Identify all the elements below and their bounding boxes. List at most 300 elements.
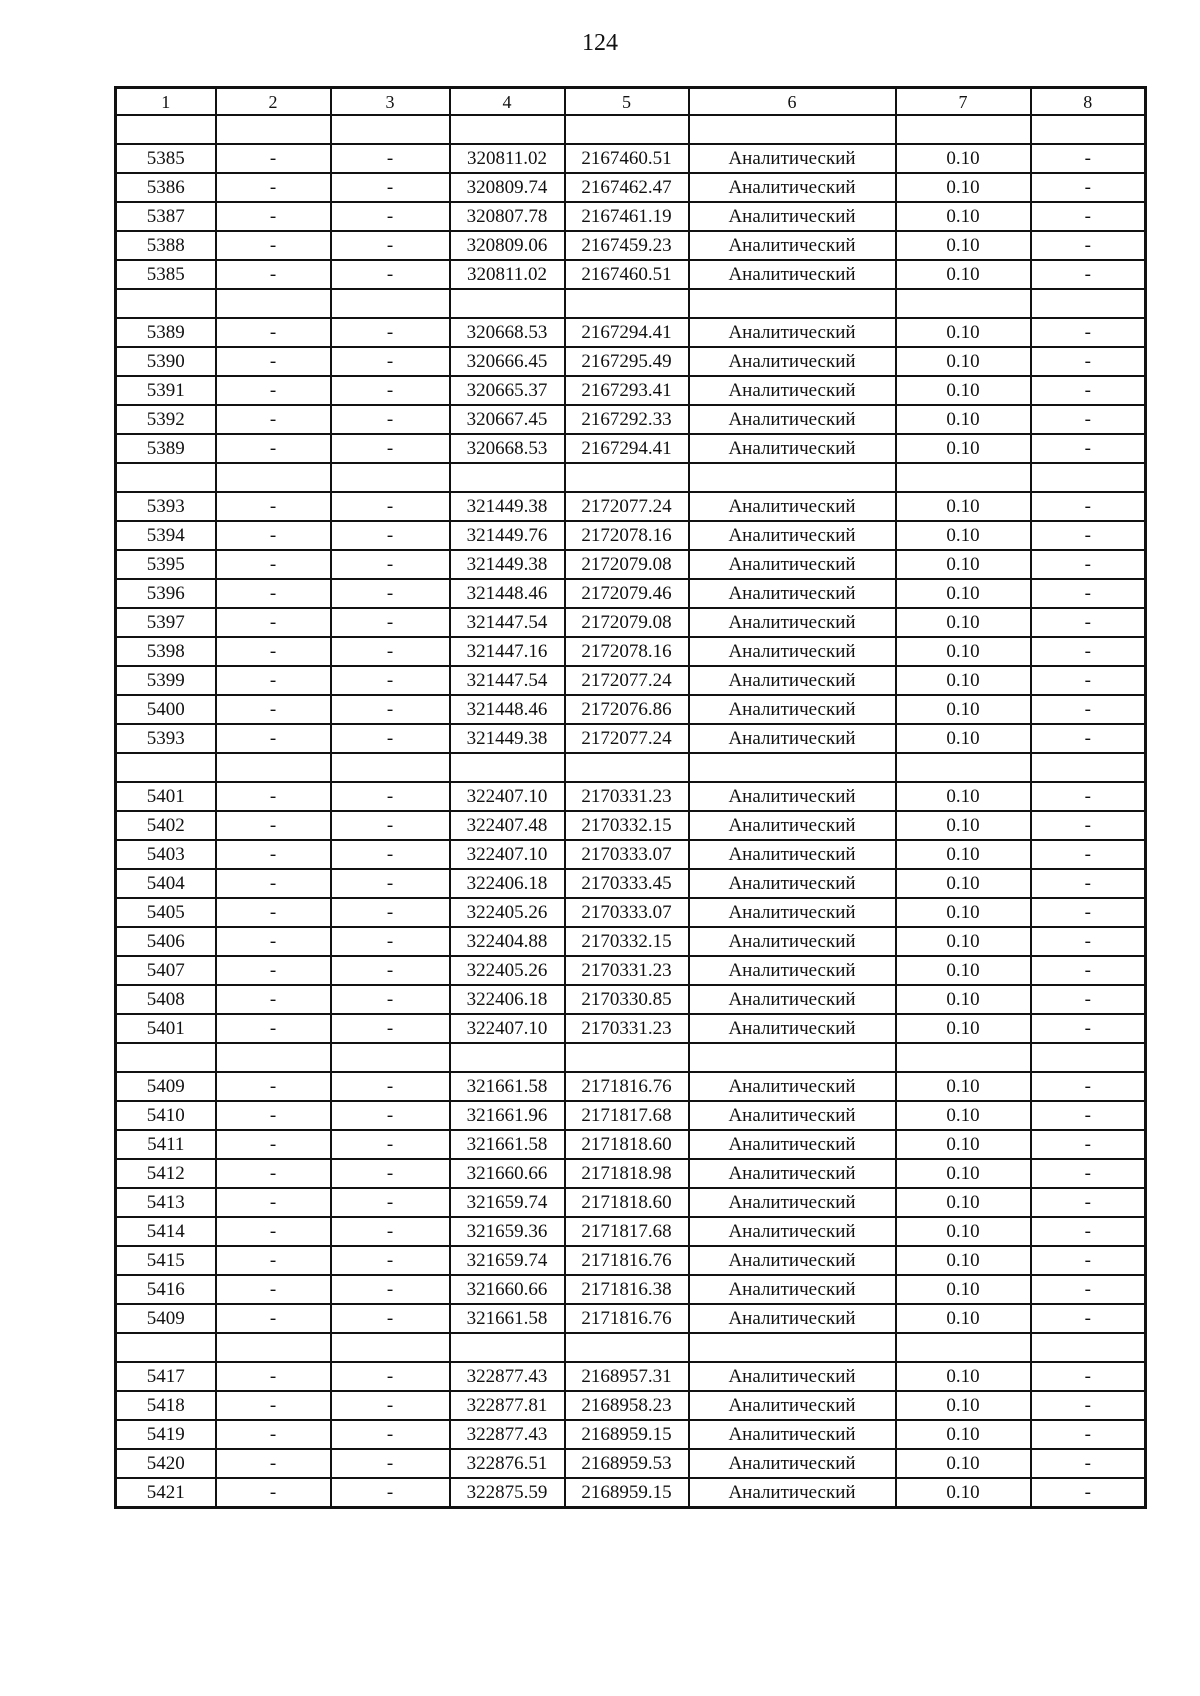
point-number-cell: 5415 (116, 1246, 216, 1275)
method-cell: Аналитический (689, 492, 896, 521)
x-coordinate-cell: 321447.54 (450, 608, 565, 637)
col-3-cell: - (331, 724, 450, 753)
method-cell: Аналитический (689, 869, 896, 898)
x-coordinate-cell: 322875.59 (450, 1478, 565, 1508)
col-2-cell: - (216, 492, 331, 521)
col-8-cell (1031, 1333, 1146, 1362)
y-coordinate-cell: 2167292.33 (565, 405, 689, 434)
col-2-cell: - (216, 956, 331, 985)
accuracy-cell: 0.10 (896, 1130, 1031, 1159)
point-number-cell: 5390 (116, 347, 216, 376)
table-row (116, 869, 1146, 898)
table-row (116, 492, 1146, 521)
col-3-cell: - (331, 1420, 450, 1449)
x-coordinate-cell: 322876.51 (450, 1449, 565, 1478)
col-3-cell: - (331, 782, 450, 811)
col-8-cell: - (1031, 1159, 1146, 1188)
table-row (116, 1072, 1146, 1101)
x-coordinate-cell: 322877.43 (450, 1362, 565, 1391)
col-3-cell: - (331, 318, 450, 347)
col-3-cell: - (331, 1130, 450, 1159)
table-row (116, 1101, 1146, 1130)
col-8-cell: - (1031, 492, 1146, 521)
col-8-cell: - (1031, 318, 1146, 347)
coordinates-table (114, 86, 1147, 1509)
x-coordinate-cell: 322406.18 (450, 985, 565, 1014)
x-coordinate-cell (450, 1333, 565, 1362)
col-2-cell: - (216, 1130, 331, 1159)
y-coordinate-cell: 2167460.51 (565, 144, 689, 173)
table-body (116, 88, 1146, 1508)
accuracy-cell: 0.10 (896, 202, 1031, 231)
col-8-cell: - (1031, 405, 1146, 434)
table-row (116, 811, 1146, 840)
accuracy-cell (896, 463, 1031, 492)
y-coordinate-cell: 2171818.60 (565, 1188, 689, 1217)
col-3-cell (331, 463, 450, 492)
accuracy-cell: 0.10 (896, 434, 1031, 463)
col-8-cell: - (1031, 1101, 1146, 1130)
col-8-cell: - (1031, 1130, 1146, 1159)
col-2-cell (216, 753, 331, 782)
y-coordinate-cell: 2170333.07 (565, 898, 689, 927)
col-2-cell: - (216, 376, 331, 405)
table-row (116, 985, 1146, 1014)
accuracy-cell (896, 1043, 1031, 1072)
method-cell: Аналитический (689, 637, 896, 666)
x-coordinate-cell: 320665.37 (450, 376, 565, 405)
x-coordinate-cell: 320809.74 (450, 173, 565, 202)
method-cell: Аналитический (689, 608, 896, 637)
col-8-cell: - (1031, 550, 1146, 579)
col-8-cell: - (1031, 840, 1146, 869)
accuracy-cell: 0.10 (896, 1217, 1031, 1246)
col-2-cell (216, 1043, 331, 1072)
col-8-cell: - (1031, 637, 1146, 666)
method-cell: Аналитический (689, 521, 896, 550)
method-cell (689, 289, 896, 318)
accuracy-cell: 0.10 (896, 1478, 1031, 1508)
col-2-cell: - (216, 173, 331, 202)
accuracy-cell: 0.10 (896, 608, 1031, 637)
point-number-cell: 5396 (116, 579, 216, 608)
col-3-cell: - (331, 811, 450, 840)
table-row (116, 695, 1146, 724)
col-2-cell: - (216, 608, 331, 637)
col-8-cell: - (1031, 1478, 1146, 1508)
x-coordinate-cell: 322404.88 (450, 927, 565, 956)
col-3-cell: - (331, 1275, 450, 1304)
separator-row (116, 289, 1146, 318)
table-row (116, 231, 1146, 260)
col-8-cell: - (1031, 898, 1146, 927)
y-coordinate-cell: 2171816.76 (565, 1304, 689, 1333)
accuracy-cell: 0.10 (896, 521, 1031, 550)
x-coordinate-cell: 321661.58 (450, 1072, 565, 1101)
accuracy-cell: 0.10 (896, 1101, 1031, 1130)
table-row (116, 376, 1146, 405)
point-number-cell (116, 115, 216, 144)
method-cell: Аналитический (689, 782, 896, 811)
col-2-cell (216, 1333, 331, 1362)
col-3-cell: - (331, 608, 450, 637)
col-8-cell: - (1031, 1072, 1146, 1101)
point-number-cell: 5420 (116, 1449, 216, 1478)
method-cell (689, 1333, 896, 1362)
accuracy-cell: 0.10 (896, 1449, 1031, 1478)
col-2-cell (216, 289, 331, 318)
point-number-cell: 5416 (116, 1275, 216, 1304)
point-number-cell: 5393 (116, 724, 216, 753)
col-2-cell: - (216, 695, 331, 724)
accuracy-cell: 0.10 (896, 985, 1031, 1014)
col-3-cell (331, 753, 450, 782)
y-coordinate-cell: 2170331.23 (565, 956, 689, 985)
col-8-cell: - (1031, 202, 1146, 231)
column-header-7: 7 (896, 88, 1031, 116)
y-coordinate-cell: 2171816.76 (565, 1246, 689, 1275)
col-3-cell: - (331, 1304, 450, 1333)
method-cell: Аналитический (689, 898, 896, 927)
table-row (116, 1420, 1146, 1449)
col-3-cell: - (331, 1072, 450, 1101)
table-row (116, 956, 1146, 985)
col-8-cell: - (1031, 1217, 1146, 1246)
x-coordinate-cell (450, 289, 565, 318)
table-row (116, 840, 1146, 869)
x-coordinate-cell: 321448.46 (450, 579, 565, 608)
point-number-cell: 5395 (116, 550, 216, 579)
col-2-cell: - (216, 1159, 331, 1188)
x-coordinate-cell: 322877.81 (450, 1391, 565, 1420)
col-8-cell: - (1031, 144, 1146, 173)
col-2-cell: - (216, 898, 331, 927)
col-8-cell (1031, 753, 1146, 782)
x-coordinate-cell: 322406.18 (450, 869, 565, 898)
table-row (116, 608, 1146, 637)
y-coordinate-cell (565, 289, 689, 318)
point-number-cell: 5421 (116, 1478, 216, 1508)
method-cell: Аналитический (689, 260, 896, 289)
col-3-cell: - (331, 1391, 450, 1420)
x-coordinate-cell: 321449.38 (450, 724, 565, 753)
table-row (116, 521, 1146, 550)
x-coordinate-cell: 321661.58 (450, 1304, 565, 1333)
col-8-cell: - (1031, 1275, 1146, 1304)
x-coordinate-cell: 321449.76 (450, 521, 565, 550)
y-coordinate-cell: 2172079.08 (565, 550, 689, 579)
separator-row (116, 753, 1146, 782)
col-3-cell: - (331, 347, 450, 376)
col-8-cell (1031, 1043, 1146, 1072)
point-number-cell (116, 1043, 216, 1072)
point-number-cell (116, 753, 216, 782)
y-coordinate-cell: 2171816.76 (565, 1072, 689, 1101)
method-cell: Аналитический (689, 1362, 896, 1391)
col-8-cell: - (1031, 666, 1146, 695)
point-number-cell: 5409 (116, 1072, 216, 1101)
point-number-cell: 5407 (116, 956, 216, 985)
col-3-cell: - (331, 260, 450, 289)
accuracy-cell: 0.10 (896, 1362, 1031, 1391)
x-coordinate-cell: 320666.45 (450, 347, 565, 376)
table-row (116, 202, 1146, 231)
col-2-cell (216, 115, 331, 144)
table-row (116, 434, 1146, 463)
point-number-cell: 5408 (116, 985, 216, 1014)
method-cell: Аналитический (689, 956, 896, 985)
point-number-cell: 5409 (116, 1304, 216, 1333)
col-2-cell: - (216, 782, 331, 811)
table-row (116, 405, 1146, 434)
accuracy-cell (896, 115, 1031, 144)
x-coordinate-cell (450, 115, 565, 144)
col-8-cell: - (1031, 1420, 1146, 1449)
x-coordinate-cell: 320668.53 (450, 434, 565, 463)
point-number-cell: 5402 (116, 811, 216, 840)
y-coordinate-cell (565, 1333, 689, 1362)
point-number-cell (116, 463, 216, 492)
col-3-cell: - (331, 1478, 450, 1508)
y-coordinate-cell: 2171817.68 (565, 1101, 689, 1130)
col-3-cell: - (331, 1246, 450, 1275)
accuracy-cell: 0.10 (896, 376, 1031, 405)
x-coordinate-cell: 321449.38 (450, 550, 565, 579)
y-coordinate-cell: 2167460.51 (565, 260, 689, 289)
method-cell (689, 463, 896, 492)
col-3-cell: - (331, 666, 450, 695)
col-2-cell: - (216, 1014, 331, 1043)
point-number-cell: 5401 (116, 782, 216, 811)
point-number-cell: 5400 (116, 695, 216, 724)
col-8-cell (1031, 463, 1146, 492)
y-coordinate-cell: 2168957.31 (565, 1362, 689, 1391)
point-number-cell: 5417 (116, 1362, 216, 1391)
y-coordinate-cell: 2172077.24 (565, 724, 689, 753)
table-row (116, 1391, 1146, 1420)
col-2-cell (216, 463, 331, 492)
col-8-cell: - (1031, 579, 1146, 608)
column-header-6: 6 (689, 88, 896, 116)
point-number-cell: 5405 (116, 898, 216, 927)
method-cell: Аналитический (689, 231, 896, 260)
col-2-cell: - (216, 550, 331, 579)
point-number-cell: 5387 (116, 202, 216, 231)
col-8-cell: - (1031, 724, 1146, 753)
method-cell: Аналитический (689, 1188, 896, 1217)
x-coordinate-cell: 322405.26 (450, 956, 565, 985)
x-coordinate-cell: 320807.78 (450, 202, 565, 231)
y-coordinate-cell: 2167294.41 (565, 434, 689, 463)
accuracy-cell: 0.10 (896, 1246, 1031, 1275)
x-coordinate-cell: 320668.53 (450, 318, 565, 347)
method-cell: Аналитический (689, 1275, 896, 1304)
table-row (116, 550, 1146, 579)
col-2-cell: - (216, 1246, 331, 1275)
y-coordinate-cell: 2172077.24 (565, 666, 689, 695)
table-row (116, 1304, 1146, 1333)
table-row (116, 927, 1146, 956)
point-number-cell: 5404 (116, 869, 216, 898)
point-number-cell: 5388 (116, 231, 216, 260)
method-cell (689, 753, 896, 782)
col-2-cell: - (216, 1478, 331, 1508)
table-row (116, 1246, 1146, 1275)
method-cell: Аналитический (689, 550, 896, 579)
method-cell: Аналитический (689, 985, 896, 1014)
col-8-cell: - (1031, 869, 1146, 898)
method-cell: Аналитический (689, 811, 896, 840)
y-coordinate-cell: 2170332.15 (565, 927, 689, 956)
accuracy-cell: 0.10 (896, 782, 1031, 811)
accuracy-cell: 0.10 (896, 1275, 1031, 1304)
y-coordinate-cell: 2171816.38 (565, 1275, 689, 1304)
y-coordinate-cell: 2171817.68 (565, 1217, 689, 1246)
table-row (116, 318, 1146, 347)
col-2-cell: - (216, 1391, 331, 1420)
method-cell: Аналитический (689, 376, 896, 405)
x-coordinate-cell: 322407.10 (450, 782, 565, 811)
x-coordinate-cell: 321447.16 (450, 637, 565, 666)
col-3-cell (331, 289, 450, 318)
separator-row (116, 115, 1146, 144)
y-coordinate-cell: 2172078.16 (565, 521, 689, 550)
x-coordinate-cell: 321661.58 (450, 1130, 565, 1159)
col-2-cell: - (216, 1188, 331, 1217)
col-3-cell: - (331, 1101, 450, 1130)
accuracy-cell: 0.10 (896, 492, 1031, 521)
y-coordinate-cell (565, 115, 689, 144)
col-3-cell: - (331, 1014, 450, 1043)
col-2-cell: - (216, 1304, 331, 1333)
method-cell (689, 115, 896, 144)
accuracy-cell: 0.10 (896, 1420, 1031, 1449)
table-row (116, 579, 1146, 608)
col-8-cell: - (1031, 1246, 1146, 1275)
table-row (116, 173, 1146, 202)
col-3-cell: - (331, 550, 450, 579)
point-number-cell: 5419 (116, 1420, 216, 1449)
col-8-cell: - (1031, 173, 1146, 202)
method-cell: Аналитический (689, 1130, 896, 1159)
x-coordinate-cell: 322877.43 (450, 1420, 565, 1449)
table-row (116, 898, 1146, 927)
col-8-cell: - (1031, 956, 1146, 985)
col-3-cell: - (331, 1188, 450, 1217)
accuracy-cell: 0.10 (896, 898, 1031, 927)
separator-row (116, 1333, 1146, 1362)
accuracy-cell: 0.10 (896, 144, 1031, 173)
col-8-cell: - (1031, 347, 1146, 376)
col-8-cell: - (1031, 1188, 1146, 1217)
point-number-cell: 5397 (116, 608, 216, 637)
col-8-cell: - (1031, 1014, 1146, 1043)
x-coordinate-cell: 320667.45 (450, 405, 565, 434)
point-number-cell (116, 289, 216, 318)
col-3-cell: - (331, 579, 450, 608)
y-coordinate-cell (565, 753, 689, 782)
table-header-row (116, 88, 1146, 116)
method-cell: Аналитический (689, 347, 896, 376)
accuracy-cell: 0.10 (896, 695, 1031, 724)
col-2-cell: - (216, 1420, 331, 1449)
accuracy-cell: 0.10 (896, 840, 1031, 869)
table-row (116, 1188, 1146, 1217)
x-coordinate-cell (450, 463, 565, 492)
col-2-cell: - (216, 579, 331, 608)
point-number-cell: 5401 (116, 1014, 216, 1043)
col-2-cell: - (216, 521, 331, 550)
separator-row (116, 1043, 1146, 1072)
x-coordinate-cell: 321448.46 (450, 695, 565, 724)
accuracy-cell: 0.10 (896, 550, 1031, 579)
accuracy-cell: 0.10 (896, 1188, 1031, 1217)
method-cell: Аналитический (689, 927, 896, 956)
y-coordinate-cell (565, 463, 689, 492)
table-row (116, 1478, 1146, 1508)
y-coordinate-cell: 2170330.85 (565, 985, 689, 1014)
col-2-cell: - (216, 840, 331, 869)
y-coordinate-cell: 2171818.60 (565, 1130, 689, 1159)
table-row (116, 1159, 1146, 1188)
column-header-5: 5 (565, 88, 689, 116)
method-cell: Аналитический (689, 666, 896, 695)
col-3-cell: - (331, 1449, 450, 1478)
accuracy-cell: 0.10 (896, 231, 1031, 260)
table-row (116, 1275, 1146, 1304)
method-cell: Аналитический (689, 144, 896, 173)
table-row (116, 1217, 1146, 1246)
col-8-cell: - (1031, 1391, 1146, 1420)
col-2-cell: - (216, 1362, 331, 1391)
y-coordinate-cell: 2170332.15 (565, 811, 689, 840)
col-3-cell: - (331, 434, 450, 463)
y-coordinate-cell: 2172076.86 (565, 695, 689, 724)
y-coordinate-cell: 2172077.24 (565, 492, 689, 521)
x-coordinate-cell (450, 1043, 565, 1072)
col-2-cell: - (216, 202, 331, 231)
col-8-cell: - (1031, 782, 1146, 811)
point-number-cell: 5385 (116, 260, 216, 289)
table-row (116, 347, 1146, 376)
col-3-cell (331, 115, 450, 144)
y-coordinate-cell: 2168959.15 (565, 1478, 689, 1508)
y-coordinate-cell: 2167462.47 (565, 173, 689, 202)
x-coordinate-cell: 321660.66 (450, 1275, 565, 1304)
point-number-cell: 5414 (116, 1217, 216, 1246)
accuracy-cell: 0.10 (896, 347, 1031, 376)
point-number-cell: 5398 (116, 637, 216, 666)
method-cell: Аналитический (689, 1391, 896, 1420)
col-8-cell: - (1031, 434, 1146, 463)
accuracy-cell: 0.10 (896, 637, 1031, 666)
accuracy-cell: 0.10 (896, 405, 1031, 434)
column-header-2: 2 (216, 88, 331, 116)
table-row (116, 1130, 1146, 1159)
y-coordinate-cell: 2172079.46 (565, 579, 689, 608)
accuracy-cell (896, 753, 1031, 782)
col-8-cell (1031, 289, 1146, 318)
col-2-cell: - (216, 666, 331, 695)
point-number-cell: 5391 (116, 376, 216, 405)
x-coordinate-cell: 321661.96 (450, 1101, 565, 1130)
accuracy-cell: 0.10 (896, 1391, 1031, 1420)
method-cell: Аналитический (689, 434, 896, 463)
point-number-cell: 5393 (116, 492, 216, 521)
y-coordinate-cell: 2168958.23 (565, 1391, 689, 1420)
x-coordinate-cell: 321659.74 (450, 1246, 565, 1275)
col-8-cell: - (1031, 985, 1146, 1014)
